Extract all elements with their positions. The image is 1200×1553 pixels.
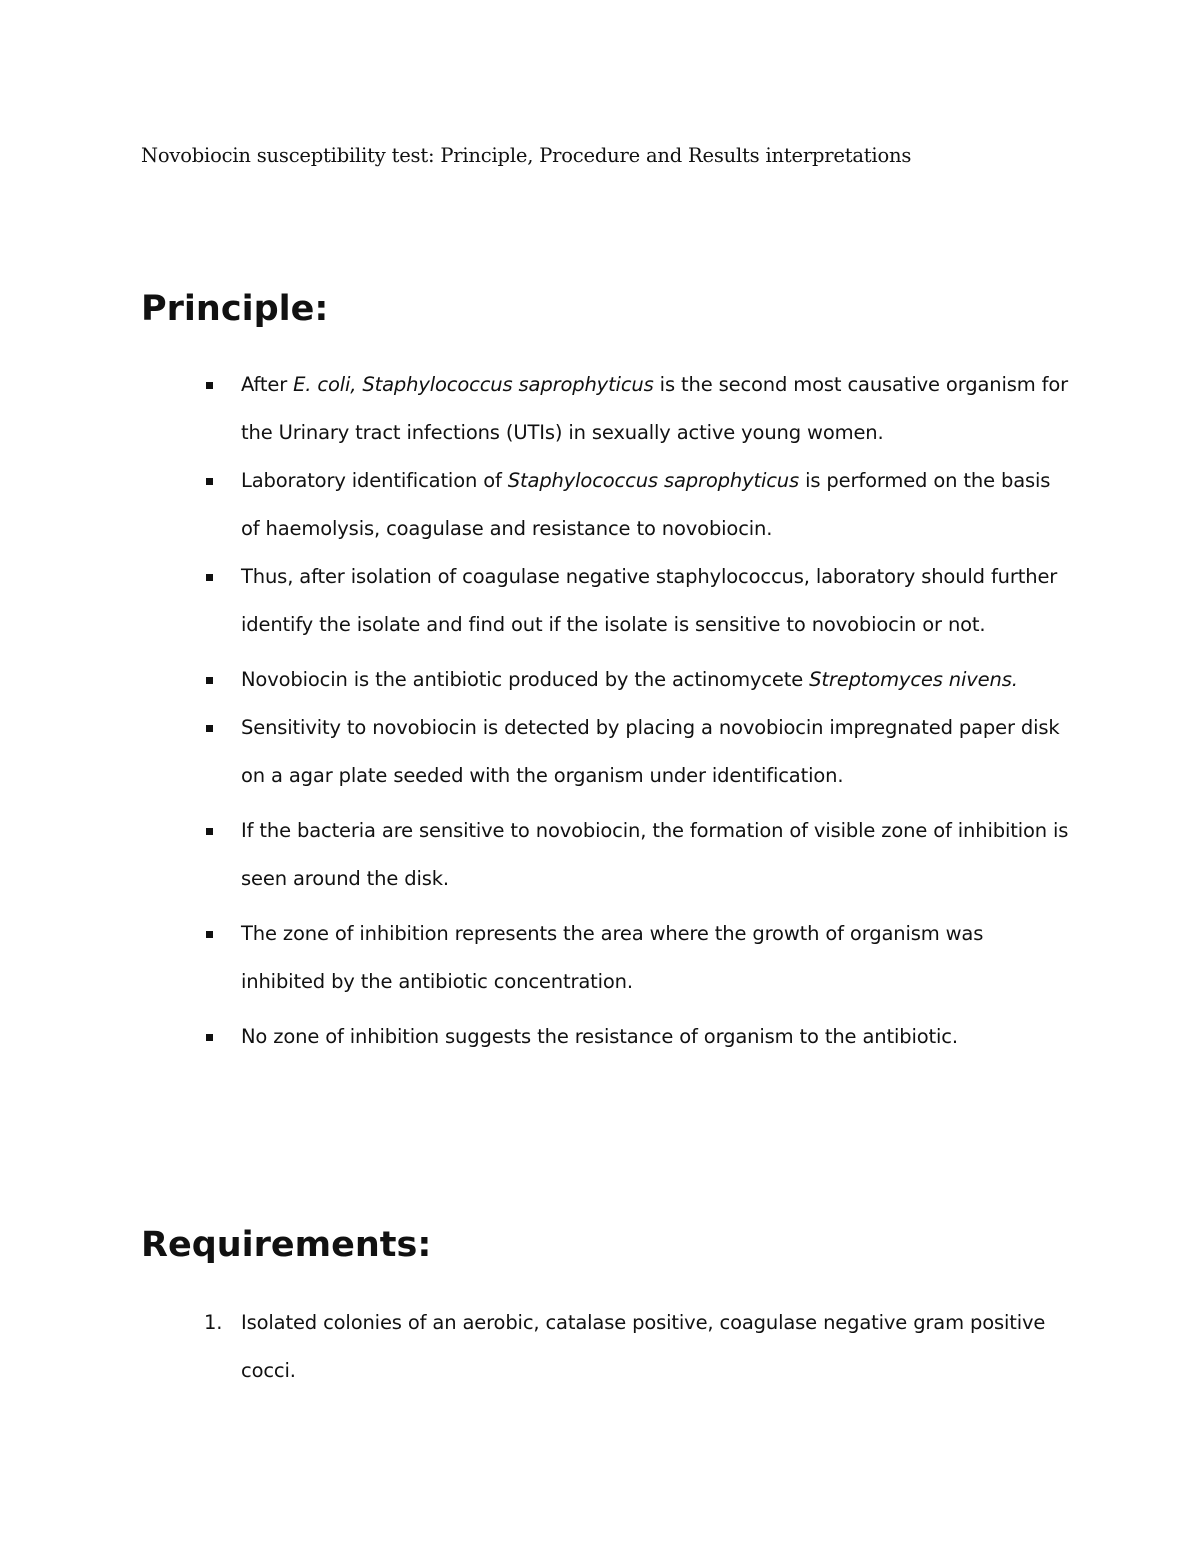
item-text: After bbox=[241, 373, 294, 396]
item-text: Novobiocin is the antibiotic produced by the actinomycete bbox=[241, 668, 810, 691]
principle-item bbox=[0, 457, 1071, 553]
bullet-marker bbox=[206, 931, 213, 938]
bullet-marker bbox=[206, 677, 213, 684]
bullet-marker bbox=[206, 382, 213, 389]
principle-item bbox=[0, 553, 1071, 649]
bullet-marker bbox=[206, 1034, 213, 1041]
item-text: Sensitivity to novobiocin is detected by placing a novobiocin impregnated paper disk on a agar plate seeded with the organism under identification. bbox=[241, 716, 1060, 787]
requirements-item bbox=[0, 1299, 1071, 1395]
principle-item bbox=[0, 704, 1071, 800]
item-text: is the second most causative organism for the Urinary tract infections (UTIs) in sexually active young women. bbox=[241, 373, 1068, 444]
principle-item bbox=[0, 807, 1071, 903]
principle-item bbox=[0, 361, 1071, 457]
principle-item bbox=[0, 910, 1071, 1006]
principle-list bbox=[0, 361, 1200, 1061]
item-text: is performed on the basis of haemolysis, coagulase and resistance to novobiocin. bbox=[241, 469, 1051, 540]
bullet-marker bbox=[206, 828, 213, 835]
item-text-italic: E. coli, Staphylococcus saprophyticus bbox=[293, 373, 654, 396]
requirements-list bbox=[0, 1299, 1200, 1395]
principle-item bbox=[0, 1013, 1071, 1061]
item-text: Laboratory identification of bbox=[241, 469, 508, 492]
bullet-marker bbox=[206, 574, 213, 581]
bullet-marker bbox=[206, 478, 213, 485]
item-text: No zone of inhibition suggests the resistance of organism to the antibiotic. bbox=[241, 1025, 958, 1048]
item-text: Isolated colonies of an aerobic, catalase positive, coagulase negative gram positive cocci. bbox=[241, 1311, 1046, 1382]
item-text: The zone of inhibition represents the area where the growth of organism was inhibited by the antibiotic concentration. bbox=[241, 922, 984, 993]
requirements-heading: Requirements: bbox=[141, 1225, 432, 1265]
list-number: 1. bbox=[204, 1311, 223, 1334]
principle-heading: Principle: bbox=[141, 289, 329, 329]
item-text-italic: Staphylococcus saprophyticus bbox=[507, 469, 800, 492]
item-text: Thus, after isolation of coagulase negative staphylococcus, laboratory should further identify the isolate and find out if the isolate is sensitive to novobiocin or not. bbox=[241, 565, 1058, 636]
principle-item bbox=[0, 656, 1071, 704]
item-text: If the bacteria are sensitive to novobiocin, the formation of visible zone of inhibition is seen around the disk. bbox=[241, 819, 1069, 890]
document-title: Novobiocin susceptibility test: Principle, Procedure and Results interpretations bbox=[141, 144, 912, 167]
item-text-italic: Streptomyces nivens. bbox=[809, 668, 1018, 691]
bullet-marker bbox=[206, 725, 213, 732]
